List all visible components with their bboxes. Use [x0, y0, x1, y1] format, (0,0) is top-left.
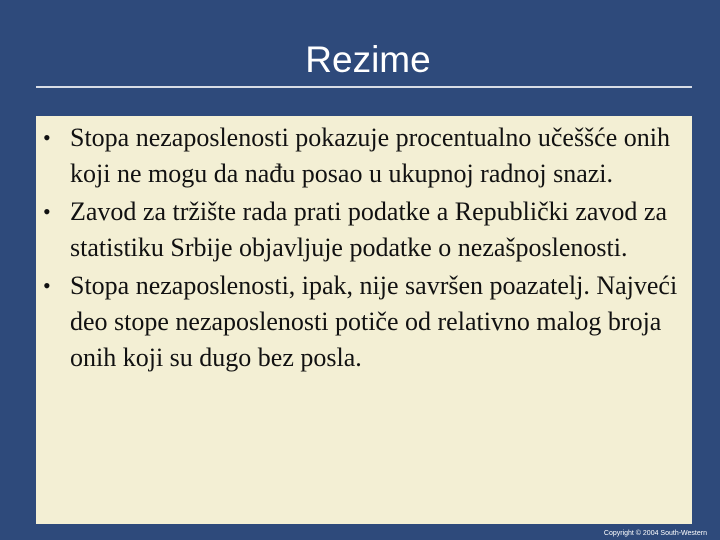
- list-item: [36, 194, 692, 266]
- bullet-list: [36, 120, 692, 378]
- copyright-notice: Copyright © 2004 South-Western: [603, 530, 707, 537]
- content-box: [36, 116, 692, 524]
- slide-title: Rezime: [305, 39, 431, 80]
- bullet-text: Stopa nezaposlenosti, ipak, nije savršen poazatelj. Najveći deo stope nezaposlenosti potiče od relativno malog broja onih koji su dugo bez posla.: [70, 271, 678, 372]
- title-divider: [36, 86, 692, 88]
- bullet-icon: •: [43, 273, 51, 298]
- bullet-text: Zavod za tržište rada prati podatke a Republički zavod za statistiku Srbije objavljuje podatke o nezašposlenosti.: [70, 197, 668, 262]
- bullet-icon: •: [43, 125, 51, 150]
- list-item: [36, 120, 692, 192]
- list-item: [36, 268, 692, 376]
- bullet-icon: •: [43, 199, 51, 224]
- bullet-text: Stopa nezaposlenosti pokazuje procentualno učeššće onih koji ne mogu da nađu posao u ukupnoj radnoj snazi.: [70, 123, 670, 188]
